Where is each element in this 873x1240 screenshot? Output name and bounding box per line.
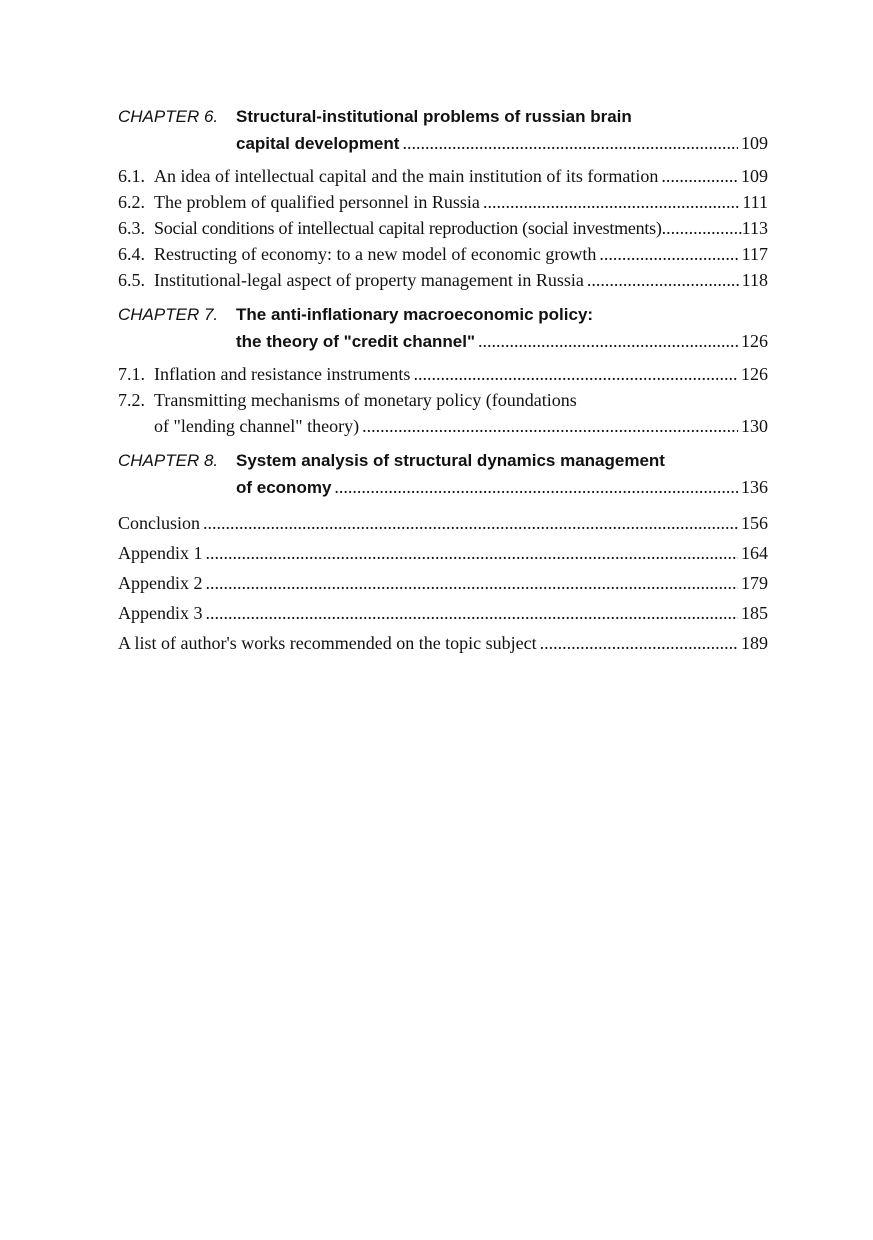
page-number: 136: [741, 477, 768, 497]
chapter-8-heading[interactable]: [118, 448, 768, 501]
chapter-label: CHAPTER 6.: [118, 107, 219, 126]
entry-title: Appendix 3: [118, 603, 203, 623]
section-number: 6.2.: [118, 192, 145, 212]
page-number: 164: [741, 543, 768, 563]
dot-leader: [413, 361, 738, 387]
section-title: Social conditions of intellectual capital reproduction (social investments): [154, 218, 662, 238]
toc-entry-6-3[interactable]: [118, 215, 768, 241]
entry-title: Conclusion: [118, 513, 201, 533]
page-number: 130: [741, 416, 768, 436]
toc-entry-6-2[interactable]: [118, 189, 768, 215]
toc-entry-conclusion[interactable]: [118, 510, 768, 536]
dot-leader: [362, 413, 738, 439]
toc-entry-appendix-2[interactable]: [118, 570, 768, 596]
toc-entry-7-1[interactable]: [118, 361, 768, 387]
page-number: 126: [741, 364, 768, 384]
toc-entry-author-works[interactable]: [118, 630, 768, 656]
toc-entry-6-5[interactable]: [118, 267, 768, 293]
dot-leader: [540, 630, 738, 656]
entry-title: Appendix 2: [118, 573, 203, 593]
dot-leader: [662, 215, 742, 241]
section-title: The problem of qualified personnel in Russia: [154, 192, 480, 212]
dot-leader: [206, 540, 739, 566]
dot-leader: [203, 510, 738, 536]
toc-entry-6-4[interactable]: [118, 241, 768, 267]
dot-leader: [206, 600, 739, 626]
table-of-contents: [118, 104, 768, 660]
chapter-label: CHAPTER 7.: [118, 305, 219, 324]
dot-leader: [334, 474, 738, 500]
page-number: 179: [741, 573, 768, 593]
page-number: 126: [741, 331, 768, 351]
chapter-title: System analysis of structural dynamics management: [236, 451, 665, 470]
dot-leader: [206, 570, 739, 596]
dot-leader: [661, 163, 738, 189]
section-title: Institutional-legal aspect of property management in Russia: [154, 270, 584, 290]
section-title: Transmitting mechanisms of monetary policy (foundations: [154, 390, 577, 410]
entry-title: Appendix 1: [118, 543, 203, 563]
page-number: 111: [742, 192, 768, 212]
page-number: 113: [741, 218, 768, 238]
section-number: 6.3.: [118, 218, 145, 238]
section-title-continued: of "lending channel" theory): [154, 416, 360, 436]
toc-entry-appendix-1[interactable]: [118, 540, 768, 566]
chapter-title: Structural-institutional problems of russian brain: [236, 107, 632, 126]
dot-leader: [483, 189, 739, 215]
section-number: 7.1.: [118, 364, 145, 384]
section-title: Restructing of economy: to a new model of economic growth: [154, 244, 597, 264]
entry-title: A list of author's works recommended on the topic subject: [118, 633, 537, 653]
page-number: 109: [741, 166, 768, 186]
toc-entry-6-1[interactable]: [118, 163, 768, 189]
page-number: 185: [741, 603, 768, 623]
chapter-title-continued: the theory of "credit channel": [236, 332, 476, 351]
chapter-title-continued: capital development: [236, 134, 400, 153]
chapter-7-heading[interactable]: [118, 302, 768, 355]
section-number: 6.5.: [118, 270, 145, 290]
dot-leader: [478, 328, 738, 354]
page-number: 156: [741, 513, 768, 533]
page-number: 118: [741, 270, 768, 290]
section-number: 6.4.: [118, 244, 145, 264]
section-title: Inflation and resistance instruments: [154, 364, 411, 384]
page-number: 117: [741, 244, 768, 264]
chapter-title-continued: of economy: [236, 478, 332, 497]
dot-leader: [587, 267, 739, 293]
dot-leader: [599, 241, 738, 267]
section-number: 6.1.: [118, 166, 145, 186]
chapter-title: The anti-inflationary macroeconomic policy:: [236, 305, 594, 324]
page-number: 109: [741, 133, 768, 153]
section-title: An idea of intellectual capital and the main institution of its formation: [154, 166, 659, 186]
toc-entry-appendix-3[interactable]: [118, 600, 768, 626]
toc-entry-7-2[interactable]: [118, 387, 768, 439]
chapter-label: CHAPTER 8.: [118, 451, 219, 470]
page-number: 189: [741, 633, 768, 653]
section-number: 7.2.: [118, 390, 145, 410]
chapter-6-heading[interactable]: [118, 104, 768, 157]
dot-leader: [402, 130, 738, 156]
